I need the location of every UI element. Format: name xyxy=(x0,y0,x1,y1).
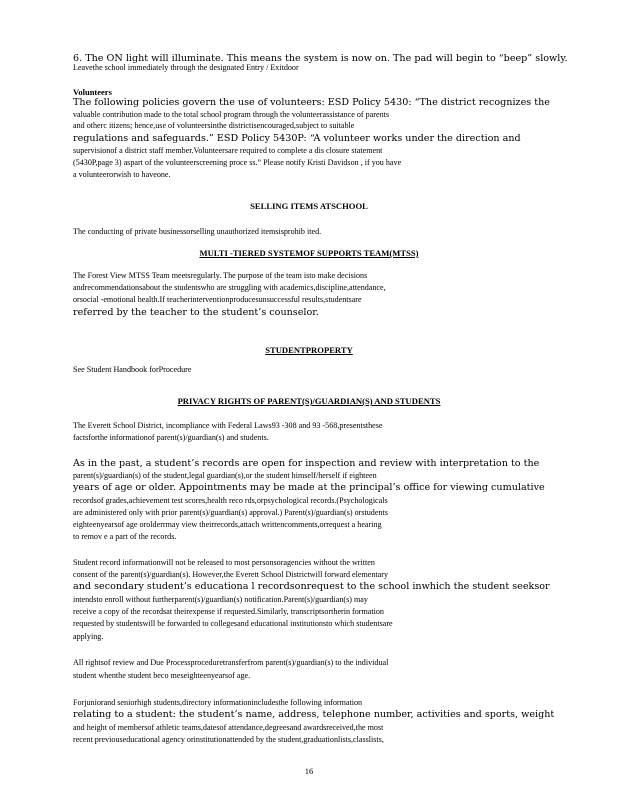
privacy-records-line: to remov e a part of the records. xyxy=(73,532,177,541)
step6-text: 6. The ON light will illuminate. This means the system is now on. The pad will begin to “beep” slowly. xyxy=(73,53,568,64)
privacy-release-line: Student record informationwill not be released to most personsoragencies without the written xyxy=(73,558,375,567)
volunteers-line: valuable contribution made to the total school program through the volunteerassistance of parents xyxy=(73,110,390,119)
volunteers-line: (5430P,page 3) aspart of the volunteerscreening proce ss.” Please notify Kristi Davidson , if you have xyxy=(73,158,402,167)
privacy-rights-line: student whenthe student beco meseighteenyearsof age. xyxy=(73,671,251,680)
privacy-rights-line: All rightsof review and Due Processproceduretransferfrom parent(s)/guardian(s) to the individual xyxy=(73,658,389,667)
privacy-directory-line: and height of membersof athletic teams,datesof attendance,degreesand awardsreceived,the most xyxy=(73,723,384,732)
privacy-release-line: applying. xyxy=(73,632,104,641)
privacy-records-line: are administered only with prior parent(s)/guardian(s) approval.) Parent(s)/guardian(s) orstudents xyxy=(73,508,388,517)
privacy-records-line: recordsof grades,achievement test scores,health reco rds,orpsychological records.(Psychologicals xyxy=(73,496,388,505)
privacy-records-line: years of age or older. Appointments may be made at the principal’s office for viewing cumulative xyxy=(73,482,545,493)
student-property-line: See Student Handbook forProcedure xyxy=(73,365,192,374)
selling-line: The conducting of private businessorselling unauthorized itemsisprohib ited. xyxy=(73,227,322,236)
selling-heading: SELLING ITEMS ATSCHOOL xyxy=(250,201,368,211)
privacy-intro-line: The Everett School District, incompliance with Federal Laws93 -308 and 93 -568,presentsthese xyxy=(73,421,383,430)
mtss-line: andrecommendationsabout the studentswho are struggling with academics,discipline,attendance, xyxy=(73,283,386,292)
privacy-heading: PRIVACY RIGHTS OF PARENT(S)/GUARDIAN(S) AND STUDENTS xyxy=(177,396,441,406)
privacy-release-line: requested by studentswill be forwarded to collegesand educational institutionsto which studentsare xyxy=(73,619,393,628)
mtss-line: referred by the teacher to the student’s counselor. xyxy=(73,307,319,318)
privacy-release-line: and secondary student’s educationa l recordsonrequest to the school inwhich the student seeksor xyxy=(73,581,550,592)
privacy-release-line: consent of the parent(s)/guardian(s). However,the Everett School Districtwill forward elementary xyxy=(73,570,388,579)
mtss-heading: MULTI -TIERED SYSTEMOF SUPPORTS TEAM(MTSS) xyxy=(199,248,419,258)
step6-line2: Leavethe school immediately through the designated Entry / Exitdoor xyxy=(73,63,299,72)
student-property-heading: STUDENTPROPERTY xyxy=(265,345,353,355)
volunteers-line: The following policies govern the use of volunteers: ESD Policy 5430: “The district recognizes the xyxy=(73,97,550,108)
volunteers-line: supervisionof a district staff member.Volunteersare required to complete a dis closure statement xyxy=(73,146,383,155)
page-number: 16 xyxy=(304,766,314,776)
mtss-line: orsocial -emotional health.If teacherinterventionproducesunsuccessful results,studentsare xyxy=(73,295,362,304)
volunteers-line: regulations and safeguards.” ESD Policy 5430P: “A volunteer works under the direction and xyxy=(73,133,521,144)
volunteers-line: and otherc itizens; hence,use of volunteersinthe districtisencouraged,subject to suitable xyxy=(73,121,355,130)
privacy-records-line: As in the past, a student’s records are open for inspection and review with interpretation to the xyxy=(73,458,540,469)
privacy-release-line: intendsto enroll without furtherparent(s)/guardian(s) notification.Parent(s)/guardian(s) may xyxy=(73,595,368,604)
privacy-release-line: receive a copy of the recordsat theirexpense if requested.Similarly, transcriptsortherin formation xyxy=(73,607,384,616)
mtss-line: The Forest View MTSS Team meetsregularly. The purpose of the team isto make decisions xyxy=(73,271,368,280)
privacy-directory-line: recent previouseducational agency orinstitutionattended by the student,graduationlists,classlists, xyxy=(73,735,384,744)
privacy-intro-line: factsforthe informationof parent(s)/guardian(s) and students. xyxy=(73,433,269,442)
privacy-directory-line: Forjuniorand seniorhigh students,directory informationincludesthe following information xyxy=(73,698,363,707)
privacy-records-line: parent(s)/guardian(s) of the student,legal guardian(s),or the student himself/herself if eighteen xyxy=(73,471,377,480)
privacy-directory-line: relating to a student: the student’s name, address, telephone number, activities and sports, weight xyxy=(73,709,555,720)
volunteers-line: a volunteerorwish to haveone. xyxy=(73,170,171,179)
volunteers-heading: Volunteers xyxy=(73,87,112,97)
privacy-records-line: eighteenyearsof age orolderrmay view theirrecords,attach writtencomments,orrequest a hearing xyxy=(73,520,382,529)
